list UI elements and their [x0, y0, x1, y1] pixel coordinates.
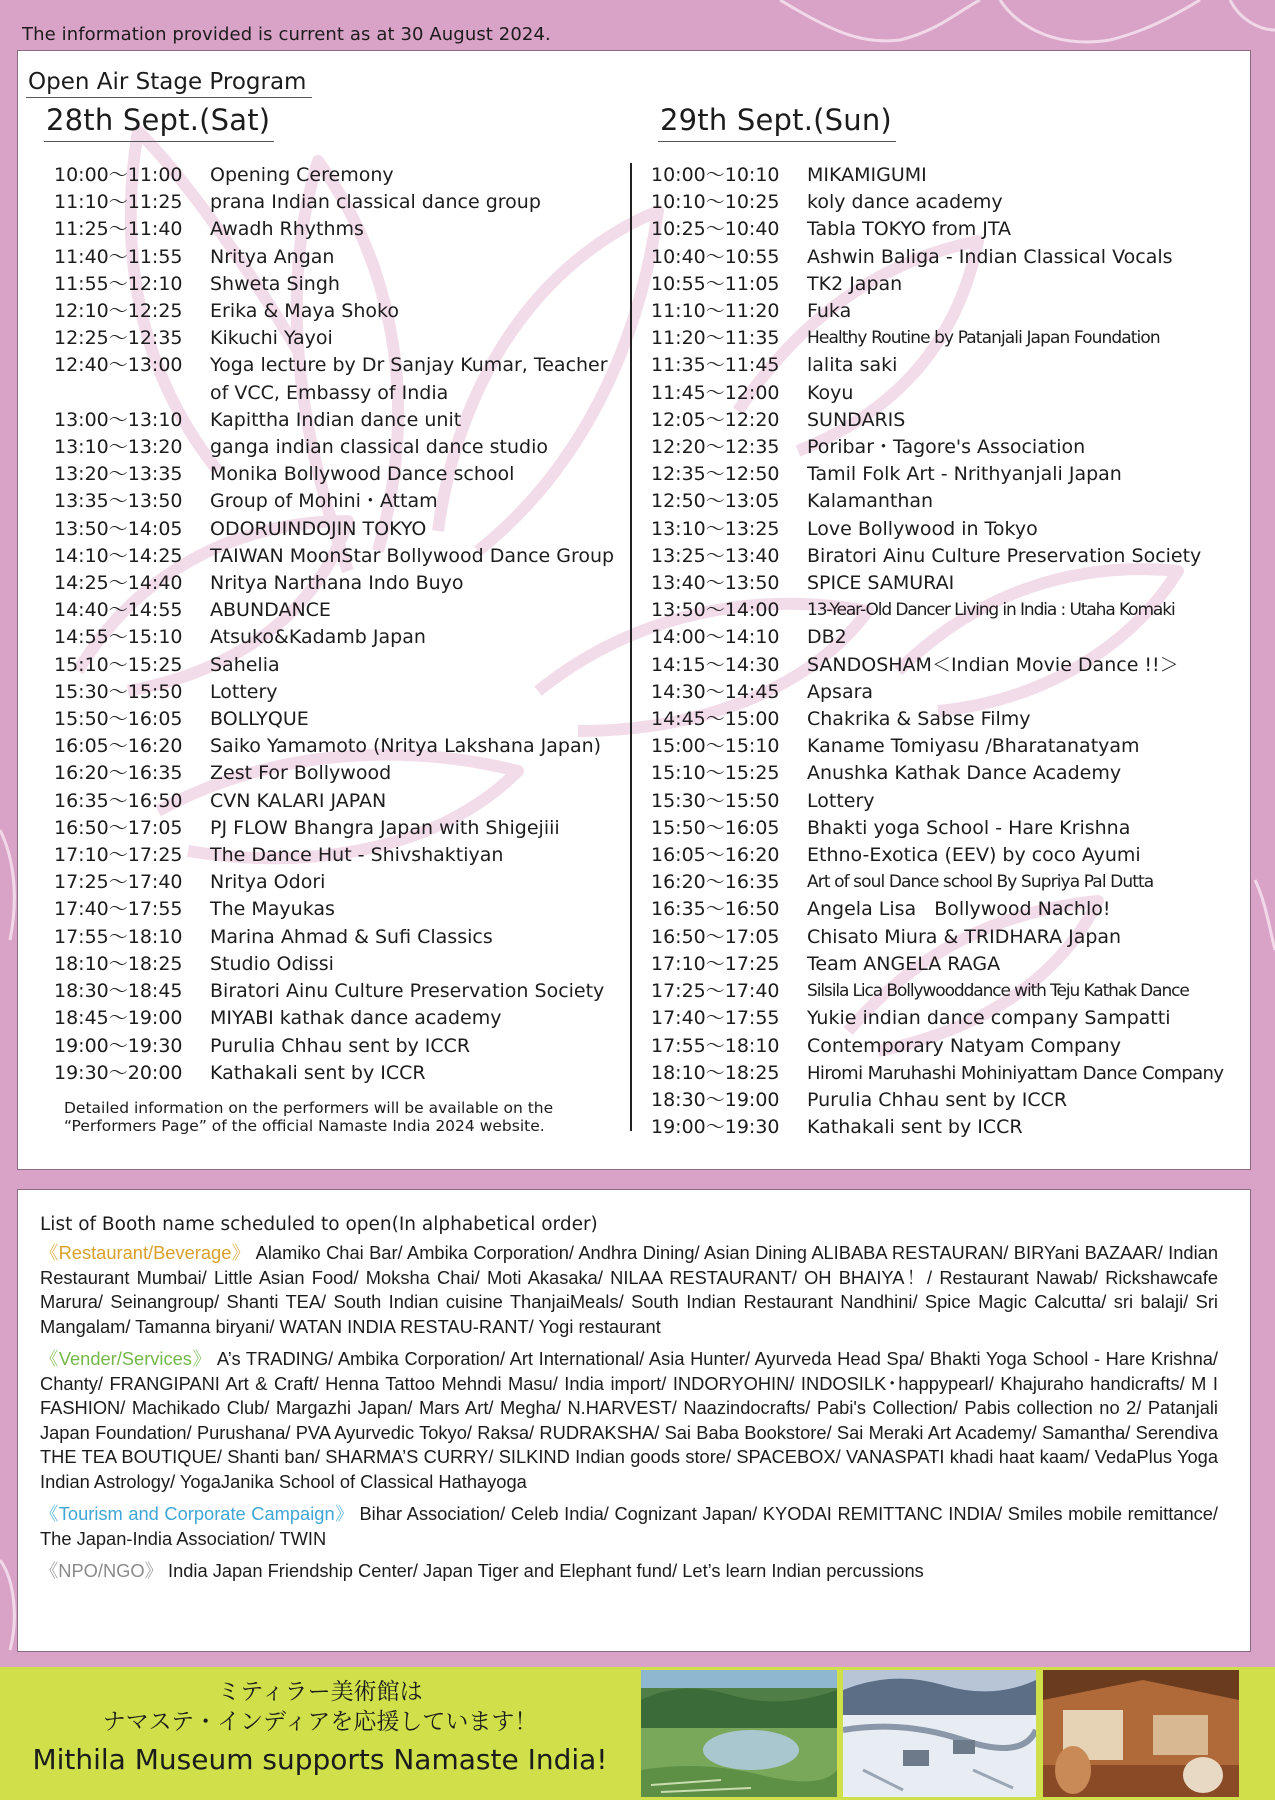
- slot-time: 11:35〜11:45: [651, 354, 780, 377]
- slot-time: 15:50〜16:05: [651, 816, 780, 839]
- slot-time: 17:55〜18:10: [54, 925, 183, 948]
- slot-act: Tabla TOKYO from JTA: [807, 218, 1012, 241]
- performers-note-line1: Detailed information on the performers will be available on the: [64, 1099, 554, 1117]
- schedule-row: [651, 1087, 1251, 1114]
- slot-act: Kapittha Indian dance unit: [210, 408, 462, 431]
- schedule-row: [54, 325, 624, 352]
- booth-list-title: List of Booth name scheduled to open(In alphabetical order): [40, 1214, 598, 1235]
- slot-act: Kikuchi Yayoi: [210, 327, 333, 350]
- museum-interior-photo: [1043, 1670, 1239, 1797]
- saturday-heading: 28th Sept.(Sat): [44, 103, 274, 142]
- slot-time: 18:30〜18:45: [54, 980, 183, 1003]
- schedule-row: [54, 951, 624, 978]
- slot-time: 14:40〜14:55: [54, 599, 183, 622]
- schedule-row: [651, 189, 1251, 216]
- category-label-restaurant: 《Restaurant/Beverage》: [40, 1242, 251, 1263]
- slot-time: 11:45〜12:00: [651, 381, 780, 404]
- schedule-row: [54, 1060, 624, 1087]
- schedule-row: [651, 733, 1251, 760]
- schedule-row: [54, 1033, 624, 1060]
- slot-time: 16:20〜16:35: [54, 762, 183, 785]
- schedule-row: [54, 869, 624, 896]
- schedule-row: [54, 162, 624, 189]
- slot-act: Awadh Rhythms: [210, 218, 364, 241]
- slot-time: 17:25〜17:40: [54, 871, 183, 894]
- slot-time: 13:00〜13:10: [54, 408, 183, 431]
- category-label-tourism: 《Tourism and Corporate Campaign》: [40, 1503, 354, 1524]
- slot-time: 13:10〜13:25: [651, 517, 780, 540]
- slot-act: of VCC, Embassy of India: [210, 381, 449, 404]
- program-title: Open Air Stage Program: [26, 69, 312, 98]
- slot-time: 12:25〜12:35: [54, 327, 183, 350]
- schedule-row: [54, 488, 624, 515]
- booth-group-restaurant: [40, 1241, 1218, 1339]
- slot-act: Contemporary Natyam Company: [807, 1034, 1121, 1057]
- schedule-row: [651, 407, 1251, 434]
- slot-act: SUNDARIS: [807, 408, 906, 431]
- slot-act: Studio Odissi: [210, 952, 334, 975]
- slot-act: Lottery: [807, 789, 875, 812]
- slot-time: 12:35〜12:50: [651, 463, 780, 486]
- slot-time: 18:10〜18:25: [54, 952, 183, 975]
- slot-time: 17:40〜17:55: [651, 1007, 780, 1030]
- slot-act: DB2: [807, 626, 847, 649]
- slot-act: ganga indian classical dance studio: [210, 436, 549, 459]
- booth-names-restaurant: Alamiko Chai Bar/ Ambika Corporation/ Andhra Dining/ Asian Dining ALIBABA RESTAURAN/ BIRYani BAZAAR/ Indian Restaurant Mumbai/ Little Asian Food/ Moksha Chai/ Moti Akasaka/ NILAA RESTAURANT/ OH BHAIYA！/ Restaurant Nawab/ Rickshawcafe Marura/ Seinangroup/ Shanti TEA/ South Indian cuisine ThanjaiMeals/ South Indian Restaurant Nandhini/ Spice Magic Calcutta/ sri balaji/ Sri Mangalam/ Tamanna biryani/ WATAN INDIA RESTAU-RANT/ Yogi restaurant: [40, 1242, 1218, 1337]
- slot-time: [54, 380, 210, 407]
- schedule-row: [651, 543, 1251, 570]
- slot-time: 16:05〜16:20: [54, 735, 183, 758]
- schedule-row: [651, 924, 1251, 951]
- schedule-row: [54, 842, 624, 869]
- slot-act: Nritya Narthana Indo Buyo: [210, 572, 464, 595]
- slot-time: 12:40〜13:00: [54, 354, 183, 377]
- booth-list: [17, 1189, 1251, 1652]
- booth-group-npo: [40, 1559, 1218, 1584]
- slot-act: SANDOSHAM＜Indian Movie Dance !!＞: [807, 653, 1179, 676]
- slot-time: 10:00〜11:00: [54, 164, 183, 186]
- category-label-vender: 《Vender/Services》: [40, 1348, 212, 1369]
- schedule-row: [54, 896, 624, 923]
- slot-act: Kalamanthan: [807, 490, 934, 513]
- slot-time: 17:10〜17:25: [651, 952, 780, 975]
- booth-group-tourism: [40, 1502, 1218, 1551]
- slot-act: Anushka Kathak Dance Academy: [807, 762, 1122, 785]
- schedule-row: [54, 516, 624, 543]
- slot-time: 13:50〜14:05: [54, 517, 183, 540]
- schedule-row: [54, 271, 624, 298]
- schedule-row: [651, 896, 1251, 923]
- slot-act: ODORUINDOJIN TOKYO: [210, 517, 427, 540]
- slot-act: Yukie indian dance company Sampatti: [807, 1007, 1171, 1030]
- slot-time: 16:35〜16:50: [651, 898, 780, 921]
- slot-act: BOLLYQUE: [210, 708, 309, 731]
- schedule-row: [54, 352, 624, 379]
- schedule-row: [54, 978, 624, 1005]
- schedule-row: [651, 1005, 1251, 1032]
- slot-act: Healthy Routine by Patanjali Japan Foundation: [807, 328, 1160, 349]
- schedule-row: [651, 298, 1251, 325]
- slot-act: Poribar・Tagore's Association: [807, 436, 1086, 459]
- schedule-row: [651, 434, 1251, 461]
- slot-act: Chakrika & Sabse Filmy: [807, 708, 1031, 731]
- schedule-row: [54, 815, 624, 842]
- schedule-row: [651, 271, 1251, 298]
- slot-time: 19:00〜19:30: [54, 1034, 183, 1057]
- slot-time: 18:10〜18:25: [651, 1061, 780, 1084]
- booth-names-npo: India Japan Friendship Center/ Japan Tiger and Elephant fund/ Let’s learn Indian percussions: [162, 1560, 924, 1581]
- slot-act: SPICE SAMURAI: [807, 572, 955, 595]
- slot-act: Group of Mohini・Attam: [210, 490, 438, 513]
- snow-village-photo: [843, 1670, 1036, 1797]
- slot-time: 16:35〜16:50: [54, 789, 183, 812]
- slot-time: 10:10〜10:25: [651, 191, 780, 214]
- performers-note-line2: “Performers Page” of the official Namaste India 2024 website.: [64, 1117, 545, 1135]
- schedule-row: [651, 652, 1251, 679]
- schedule-row: [651, 815, 1251, 842]
- slot-time: 19:30〜20:00: [54, 1061, 183, 1084]
- schedule-row: [651, 325, 1251, 352]
- slot-time: 18:30〜19:00: [651, 1088, 780, 1111]
- slot-act: Purulia Chhau sent by ICCR: [807, 1088, 1068, 1111]
- schedule-row: [54, 624, 624, 651]
- slot-time: 14:30〜14:45: [651, 680, 780, 703]
- slot-time: 17:55〜18:10: [651, 1034, 780, 1057]
- slot-time: 13:35〜13:50: [54, 490, 183, 513]
- schedule-row: [651, 706, 1251, 733]
- slot-act: The Dance Hut - Shivshaktiyan: [210, 844, 504, 867]
- slot-act: Nritya Odori: [210, 871, 326, 894]
- slot-act: Kathakali sent by ICCR: [210, 1061, 426, 1084]
- slot-time: 13:40〜13:50: [651, 572, 780, 595]
- slot-time: 11:10〜11:25: [54, 191, 183, 214]
- slot-act: prana Indian classical dance group: [210, 191, 541, 214]
- slot-act: Saiko Yamamoto (Nritya Lakshana Japan): [210, 735, 602, 758]
- schedule-row: [54, 570, 624, 597]
- slot-time: 15:10〜15:25: [54, 653, 183, 676]
- slot-act: Atsuko&Kadamb Japan: [210, 626, 426, 649]
- slot-act: Tamil Folk Art - Nrithyanjali Japan: [807, 463, 1122, 486]
- slot-time: 16:50〜17:05: [651, 925, 780, 948]
- slot-act: Biratori Ainu Culture Preservation Society: [807, 544, 1202, 567]
- slot-act: Lottery: [210, 680, 278, 703]
- slot-time: 15:50〜16:05: [54, 708, 183, 731]
- schedule-row: [651, 842, 1251, 869]
- slot-act: Nritya Angan: [210, 245, 335, 268]
- slot-act: koly dance academy: [807, 191, 1003, 214]
- slot-act: 13-Year-Old Dancer Living in India : Utaha Komaki: [807, 600, 1175, 621]
- slot-time: 15:10〜15:25: [651, 762, 780, 785]
- slot-time: 10:25〜10:40: [651, 218, 780, 241]
- slot-time: 14:15〜14:30: [651, 653, 780, 676]
- slot-act: Shweta Singh: [210, 272, 340, 295]
- slot-act: Ashwin Baliga - Indian Classical Vocals: [807, 245, 1173, 268]
- schedule-row: [54, 380, 624, 407]
- slot-time: 18:45〜19:00: [54, 1007, 183, 1030]
- slot-time: 19:00〜19:30: [651, 1116, 780, 1139]
- slot-act: TK2 Japan: [807, 272, 903, 295]
- slot-time: 14:10〜14:25: [54, 544, 183, 567]
- slot-time: 12:10〜12:25: [54, 300, 183, 323]
- slot-act: Fuka: [807, 300, 852, 323]
- info-date-line: The information provided is current as at 30 August 2024.: [22, 24, 551, 45]
- slot-time: 10:40〜10:55: [651, 245, 780, 268]
- slot-act: Love Bollywood in Tokyo: [807, 517, 1038, 540]
- slot-time: 14:00〜14:10: [651, 626, 780, 649]
- slot-act: Ethno-Exotica (EEV) by coco Ayumi: [807, 844, 1141, 867]
- slot-act: MIYABI kathak dance academy: [210, 1007, 502, 1030]
- booth-names-tourism: Bihar Association/ Celeb India/ Cognizant Japan/ KYODAI REMITTANC INDIA/ Smiles mobile remittance/ The Japan-India Association/ TWIN: [40, 1503, 1218, 1549]
- schedule-row: [651, 244, 1251, 271]
- slot-time: 13:25〜13:40: [651, 544, 780, 567]
- slot-time: 11:10〜11:20: [651, 300, 780, 323]
- slot-act: MIKAMIGUMI: [807, 164, 927, 186]
- footer-en-line: Mithila Museum supports Namaste India!: [32, 1743, 608, 1776]
- slot-act: Opening Ceremony: [210, 164, 394, 186]
- schedule-row: [54, 760, 624, 787]
- saturday-schedule: [54, 162, 624, 1087]
- sunday-schedule: [651, 162, 1251, 1141]
- slot-act: ABUNDANCE: [210, 599, 331, 622]
- sunday-heading: 29th Sept.(Sun): [658, 103, 896, 142]
- schedule-row: [651, 869, 1251, 896]
- slot-act: Art of soul Dance school By Supriya Pal Dutta: [807, 872, 1154, 893]
- schedule-row: [54, 189, 624, 216]
- schedule-row: [54, 244, 624, 271]
- schedule-row: [651, 216, 1251, 243]
- slot-act: PJ FLOW Bhangra Japan with Shigejiii: [210, 816, 560, 839]
- schedule-row: [54, 298, 624, 325]
- slot-act: lalita saki: [807, 354, 898, 377]
- slot-act: Team ANGELA RAGA: [807, 952, 1001, 975]
- schedule-row: [54, 652, 624, 679]
- slot-act: Sahelia: [210, 653, 280, 676]
- schedule-row: [54, 543, 624, 570]
- slot-time: 13:20〜13:35: [54, 463, 183, 486]
- slot-act: CVN KALARI JAPAN: [210, 789, 387, 812]
- booth-group-vender: [40, 1347, 1218, 1494]
- schedule-row: [651, 978, 1251, 1005]
- schedule-row: [651, 597, 1251, 624]
- slot-act: Erika & Maya Shoko: [210, 300, 399, 323]
- slot-act: Angela Lisa Bollywood Nachlo!: [807, 898, 1111, 921]
- schedule-row: [651, 760, 1251, 787]
- schedule-row: [54, 733, 624, 760]
- schedule-row: [651, 951, 1251, 978]
- schedule-row: [651, 679, 1251, 706]
- schedule-row: [651, 1114, 1251, 1141]
- schedule-row: [54, 679, 624, 706]
- footer-jp-line2: ナマステ・インディアを応援しています！: [102, 1709, 538, 1735]
- slot-time: 13:50〜14:00: [651, 599, 780, 622]
- schedule-row: [651, 516, 1251, 543]
- slot-time: 12:20〜12:35: [651, 436, 780, 459]
- slot-time: 17:40〜17:55: [54, 898, 183, 921]
- slot-time: 16:05〜16:20: [651, 844, 780, 867]
- slot-time: 16:20〜16:35: [651, 871, 780, 894]
- slot-act: Purulia Chhau sent by ICCR: [210, 1034, 471, 1057]
- schedule-row: [651, 162, 1251, 189]
- schedule-row: [651, 1060, 1251, 1087]
- slot-time: 15:00〜15:10: [651, 735, 780, 758]
- slot-act: Silsila Lica Bollywooddance with Teju Kathak Dance: [807, 981, 1189, 1002]
- slot-time: 10:55〜11:05: [651, 272, 780, 295]
- schedule-row: [651, 380, 1251, 407]
- slot-time: 12:50〜13:05: [651, 490, 780, 513]
- schedule-row: [651, 461, 1251, 488]
- schedule-row: [651, 352, 1251, 379]
- footer-jp-line1: ミティラー美術館は: [217, 1679, 423, 1705]
- schedule-row: [651, 488, 1251, 515]
- schedule-row: [54, 216, 624, 243]
- category-label-npo: 《NPO/NGO》: [40, 1560, 163, 1581]
- performers-note: [64, 1099, 624, 1135]
- schedule-row: [54, 1005, 624, 1032]
- column-divider: [630, 163, 632, 1131]
- slot-act: TAIWAN MoonStar Bollywood Dance Group: [210, 544, 615, 567]
- schedule-row: [54, 924, 624, 951]
- slot-act: Kathakali sent by ICCR: [807, 1116, 1023, 1139]
- slot-time: 14:55〜15:10: [54, 626, 183, 649]
- slot-act: Bhakti yoga School - Hare Krishna: [807, 816, 1131, 839]
- schedule-row: [54, 407, 624, 434]
- slot-act: The Mayukas: [210, 898, 335, 921]
- schedule-row: [651, 624, 1251, 651]
- slot-time: 13:10〜13:20: [54, 436, 183, 459]
- schedule-row: [54, 597, 624, 624]
- slot-time: 11:20〜11:35: [651, 327, 780, 350]
- slot-time: 10:00〜10:10: [651, 164, 780, 186]
- slot-time: 14:25〜14:40: [54, 572, 183, 595]
- slot-time: 11:25〜11:40: [54, 218, 183, 241]
- slot-act: Hiromi Maruhashi Mohiniyattam Dance Company: [807, 1062, 1224, 1084]
- slot-time: 11:55〜12:10: [54, 272, 183, 295]
- slot-time: 15:30〜15:50: [54, 680, 183, 703]
- slot-act: Koyu: [807, 381, 854, 404]
- schedule-row: [651, 570, 1251, 597]
- slot-time: 11:40〜11:55: [54, 245, 183, 268]
- slot-time: 16:50〜17:05: [54, 816, 183, 839]
- footer-message: [0, 1677, 640, 1779]
- rice-terrace-photo: [641, 1670, 837, 1797]
- slot-act: Apsara: [807, 680, 874, 703]
- schedule-row: [54, 788, 624, 815]
- slot-time: 17:10〜17:25: [54, 844, 183, 867]
- slot-act: Yoga lecture by Dr Sanjay Kumar, Teacher: [210, 354, 608, 377]
- slot-time: 17:25〜17:40: [651, 980, 780, 1003]
- schedule-row: [54, 434, 624, 461]
- footer-banner: [0, 1667, 1275, 1800]
- slot-act: Monika Bollywood Dance school: [210, 463, 515, 486]
- schedule-row: [651, 1033, 1251, 1060]
- schedule-row: [54, 706, 624, 733]
- slot-act: Biratori Ainu Culture Preservation Society: [210, 980, 605, 1003]
- slot-act: Zest For Bollywood: [210, 762, 392, 785]
- schedule-row: [651, 788, 1251, 815]
- schedule-row: [54, 461, 624, 488]
- slot-act: Chisato Miura & TRIDHARA Japan: [807, 925, 1122, 948]
- slot-time: 14:45〜15:00: [651, 708, 780, 731]
- open-air-stage-program: [17, 50, 1251, 1170]
- slot-act: Marina Ahmad & Sufi Classics: [210, 925, 493, 948]
- booth-names-vender: A’s TRADING/ Ambika Corporation/ Art International/ Asia Hunter/ Ayurveda Head Spa/ Bhakti Yoga School - Hare Krishna/ Chanty/ FRANGIPANI Art & Craft/ Henna Tattoo Mehndi Masu/ India import/ INDORYOHIN/ INDOSILK･happypearl/ Khajuraho handicrafts/ M I FASHION/ Machikado Club/ Margazhi Japan/ Mars Art/ Megha/ N.HARVEST/ Naazindocrafts/ Pabi's Collection/ Pabis collection no 2/ Patanjali Japan Foundation/ Purushana/ PVA Ayurvedic Tokyo/ Raksa/ RUDRAKSHA/ Sai Baba Bookstore/ Sai Meraki Art Academy/ Samantha/ Serendiva THE TEA BOUTIQUE/ Shanti ban/ SHARMA’S CURRY/ SILKIND Indian goods store/ SPACEBOX/ VANASPATI khadi haat kaam/ VedaPlus Yoga Indian Astrology/ YogaJanika School of Classical Hathayoga: [40, 1348, 1218, 1492]
- slot-act: Kaname Tomiyasu /Bharatanatyam: [807, 735, 1140, 758]
- slot-time: 12:05〜12:20: [651, 408, 780, 431]
- slot-time: 15:30〜15:50: [651, 789, 780, 812]
